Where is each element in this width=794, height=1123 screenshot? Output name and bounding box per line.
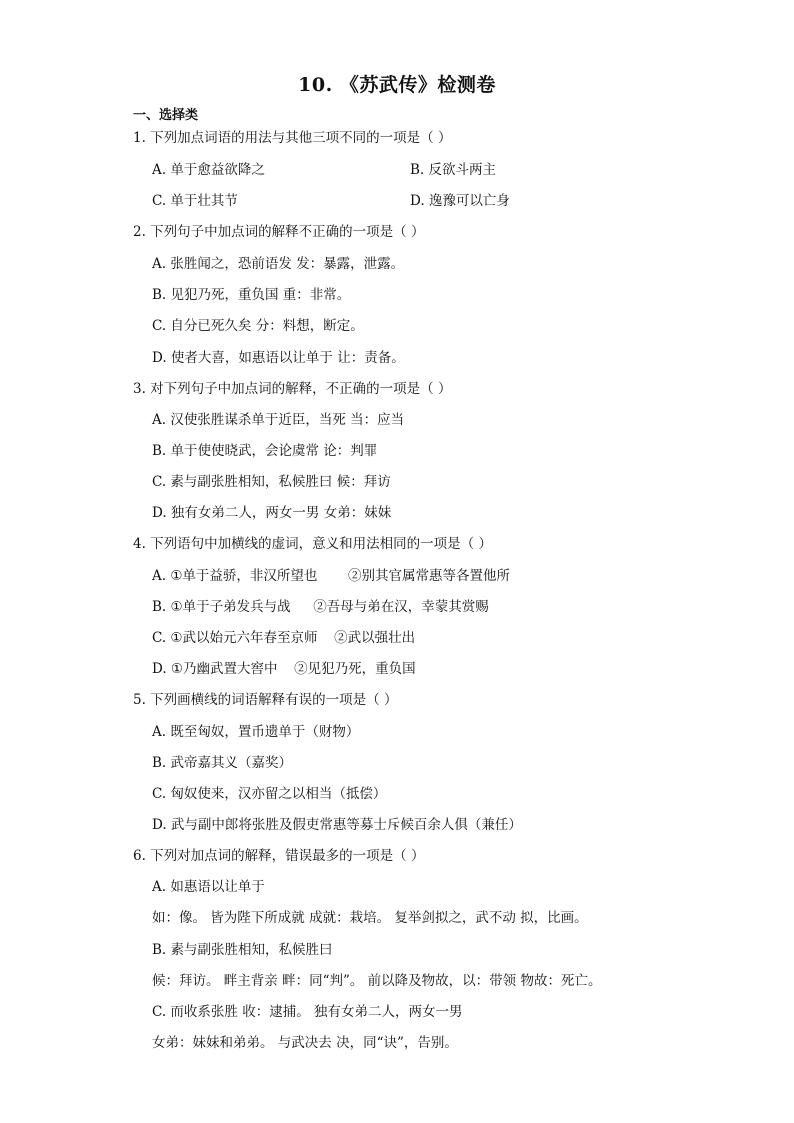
question-4-option-b (152, 599, 489, 615)
question-4-option-b-part1: B. ①单于子弟发兵与战 (152, 599, 291, 615)
question-6-option-b: B. 素与副张胜相知，私候胜曰 (152, 942, 333, 958)
question-3-option-b: B. 单于使使晓武，会论虞常 论：判罪 (152, 443, 378, 459)
question-6-stem: 6. 下列对加点词的解释，错误最多的一项是（ ） (133, 848, 425, 864)
question-4-option-c-part1: C. ①武以始元六年春至京师 (152, 630, 318, 646)
question-1-option-d: D. 逸豫可以亡身 (410, 193, 510, 209)
question-3-stem: 3. 对下列句子中加点词的解释，不正确的一项是（ ） (133, 381, 452, 397)
question-6-option-c: C. 而收系张胜 收：逮捕。 独有女弟二人，两女一男 (152, 1004, 463, 1020)
question-3-option-d: D. 独有女弟二人，两女一男 女弟：妹妹 (152, 505, 392, 521)
question-5-option-c: C. 匈奴使来，汉亦留之以相当（抵偿） (152, 786, 387, 802)
question-5-option-b: B. 武帝嘉其义（嘉奖） (152, 755, 293, 771)
question-6-option-a-detail: 如：像。 皆为陛下所成就 成就：栽培。 复举剑拟之，武不动 拟，比画。 (152, 910, 588, 926)
question-1-option-b: B. 反欲斗两主 (410, 162, 497, 178)
question-2-option-c: C. 自分已死久矣 分：料想，断定。 (152, 318, 364, 334)
question-4-option-a (152, 568, 510, 584)
question-4-option-b-part2: ②吾母与弟在汉，幸蒙其赏赐 (313, 599, 489, 615)
question-3-option-a: A. 汉使张胜谋杀单于近臣，当死 当：应当 (152, 412, 405, 428)
question-6-option-c-detail: 女弟：妹妹和弟弟。 与武决去 决，同“诀”，告别。 (152, 1035, 458, 1051)
question-6-option-b-detail: 候：拜访。 畔主背亲 畔：同“判”。 前以降及物故，以：带领 物故：死亡。 (152, 973, 602, 989)
question-4-option-d-part1: D. ①乃幽武置大窖中 (152, 661, 278, 677)
question-2-option-d: D. 使者大喜，如惠语以让单于 让：责备。 (152, 350, 405, 366)
question-1-option-c: C. 单于壮其节 (152, 193, 238, 209)
question-3-option-c: C. 素与副张胜相知，私候胜曰 候：拜访 (152, 474, 391, 490)
question-4-option-d-part2: ②见犯乃死，重负国 (294, 661, 416, 677)
question-2-option-b: B. 见犯乃死，重负国 重：非常。 (152, 287, 351, 303)
section-heading: 一、选择类 (133, 108, 199, 123)
question-2-stem: 2. 下列句子中加点词的解释不正确的一项是（ ） (133, 224, 425, 240)
question-4-option-c (152, 630, 415, 646)
question-6-option-a: A. 如惠语以让单于 (152, 879, 265, 895)
question-5-option-d: D. 武与副中郎将张胜及假吏常惠等募士斥候百余人俱（兼任） (152, 817, 522, 833)
question-4-option-a-part2: ②别其官属常惠等各置他所 (348, 568, 511, 584)
question-4-option-c-part2: ②武以强壮出 (334, 630, 416, 646)
question-4-option-a-part1: A. ①单于益骄，非汉所望也 (152, 568, 318, 584)
question-4-option-d (152, 661, 416, 677)
question-1-stem: 1. 下列加点词语的用法与其他三项不同的一项是（ ） (133, 130, 452, 146)
question-5-option-a: A. 既至匈奴，置币遗单于（财物） (152, 724, 360, 740)
page-title: 10. 《苏武传》检测卷 (298, 74, 496, 96)
question-1-option-a: A. 单于愈益欲降之 (152, 162, 265, 178)
question-2-option-a: A. 张胜闻之，恐前语发 发：暴露，泄露。 (152, 256, 405, 272)
question-4-stem: 4. 下列语句中加横线的虚词，意义和用法相同的一项是（ ） (133, 536, 492, 552)
question-5-stem: 5. 下列画横线的词语解释有误的一项是（ ） (133, 692, 398, 708)
